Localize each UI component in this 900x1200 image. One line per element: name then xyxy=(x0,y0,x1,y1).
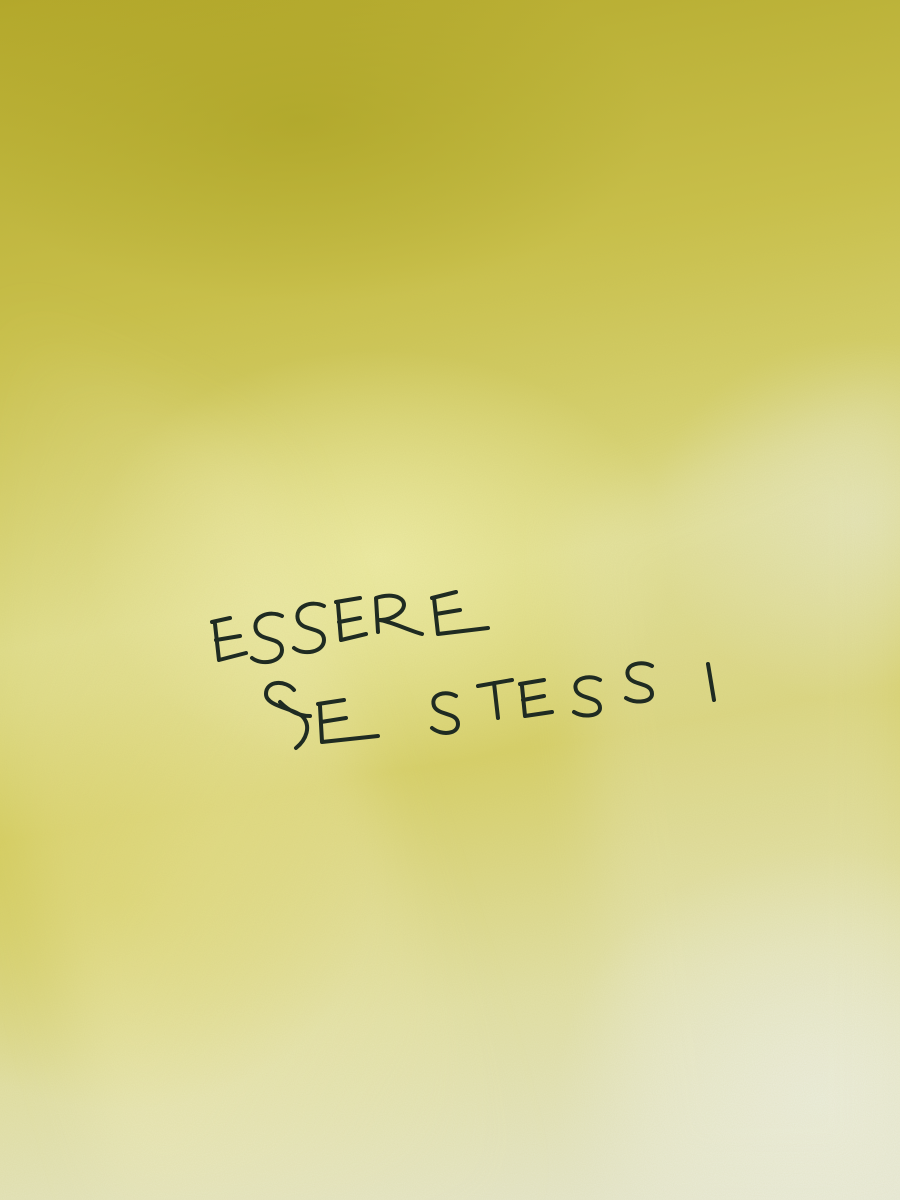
graffiti-word-essere xyxy=(212,592,488,662)
graffiti-phrase-se-stessi xyxy=(266,663,714,748)
